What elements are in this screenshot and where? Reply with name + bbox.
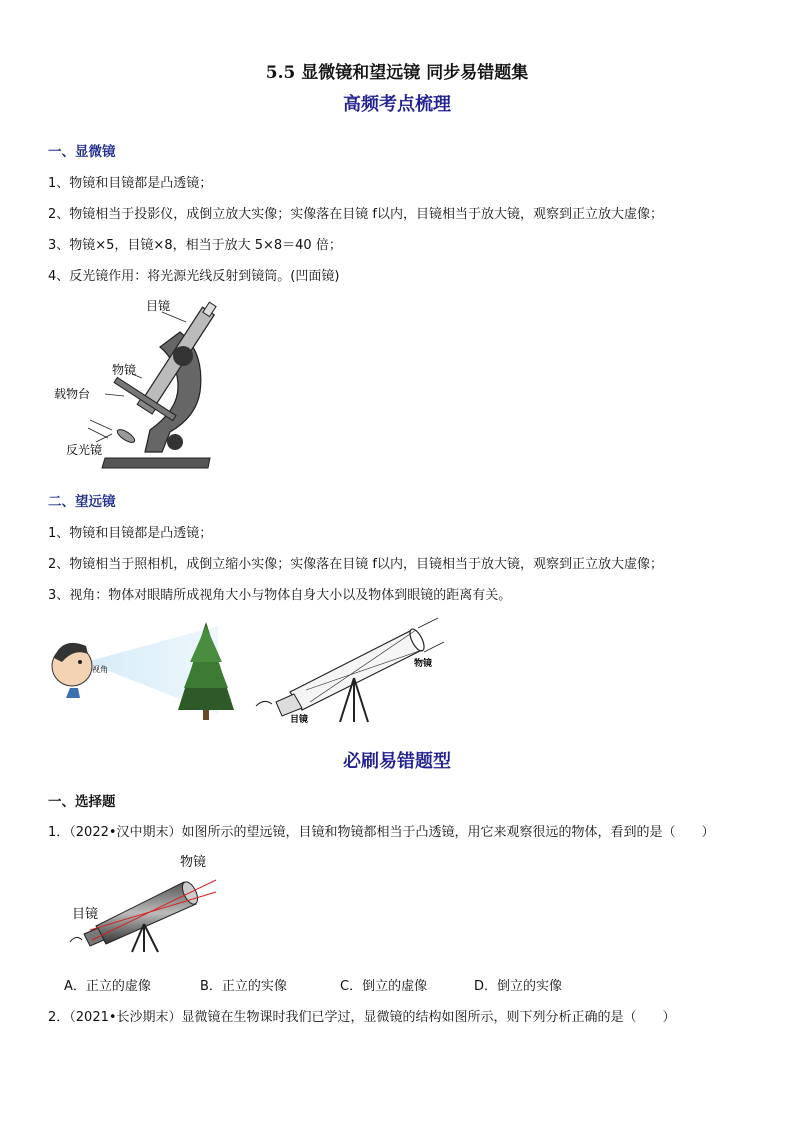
q1-option-c[interactable]: C．倒立的虚像: [340, 979, 428, 994]
label-view-angle: 视角: [92, 665, 108, 674]
question-1-figure: [66, 850, 226, 954]
microscope-line-4: 4、反光镜作用：将光源光线反射到镜筒。(凹面镜): [48, 269, 340, 284]
q1-option-a[interactable]: A．正立的虚像: [64, 979, 151, 994]
label-telescope-eyepiece: 目镜: [290, 715, 309, 725]
heading-telescope: 二、望远镜: [48, 494, 116, 510]
question-1-text: 1．（2022•汉中期末）如图所示的望远镜，目镜和物镜都相当于凸透镜，用它来观察很远的物体，看到的是（ ）: [48, 825, 715, 840]
telescope-line-2: 2、物镜相当于照相机，成倒立缩小实像；实像落在目镜 f以内，目镜相当于放大镜，观察到正立放大虚像；: [48, 557, 663, 572]
page-title: 5.5 显微镜和望远镜 同步易错题集: [265, 63, 529, 83]
microscope-line-2: 2、物镜相当于投影仪，成倒立放大实像；实像落在目镜 f以内，目镜相当于放大镜，观察到正立放大虚像；: [48, 207, 663, 222]
section-title-key-points: 高频考点梳理: [343, 94, 451, 115]
heading-microscope: 一、显微镜: [48, 144, 116, 160]
telescope-line-1: 1、物镜和目镜都是凸透镜；: [48, 526, 213, 541]
q1-label-eyepiece: 目镜: [72, 907, 99, 922]
heading-multiple-choice: 一、选择题: [48, 794, 116, 810]
label-stage: 载物台: [54, 387, 91, 401]
label-eyepiece: 目镜: [146, 299, 171, 313]
microscope-figure: [50, 292, 220, 472]
label-telescope-objective: 物镜: [414, 659, 433, 669]
microscope-line-1: 1、物镜和目镜都是凸透镜；: [48, 176, 213, 191]
microscope-line-3: 3、物镜×5，目镜×8，相当于放大 5×8＝40 倍；: [48, 238, 342, 253]
label-mirror: 反光镜: [66, 443, 103, 457]
q1-label-objective: 物镜: [180, 855, 207, 870]
q1-option-d[interactable]: D．倒立的实像: [474, 979, 563, 994]
visual-angle-figure: [48, 618, 248, 724]
telescope-line-3: 3、视角：物体对眼睛所成视角大小与物体自身大小以及物体到眼镜的距离有关。: [48, 588, 512, 603]
label-objective: 物镜: [112, 363, 137, 377]
q1-option-b[interactable]: B．正立的实像: [200, 979, 287, 994]
question-2-text: 2．（2021•长沙期末）显微镜在生物课时我们已学过，显微镜的结构如图所示，则下列分析正确的是（ ）: [48, 1010, 676, 1025]
section-title-practice: 必刷易错题型: [343, 751, 451, 772]
telescope-figure: [250, 614, 450, 726]
